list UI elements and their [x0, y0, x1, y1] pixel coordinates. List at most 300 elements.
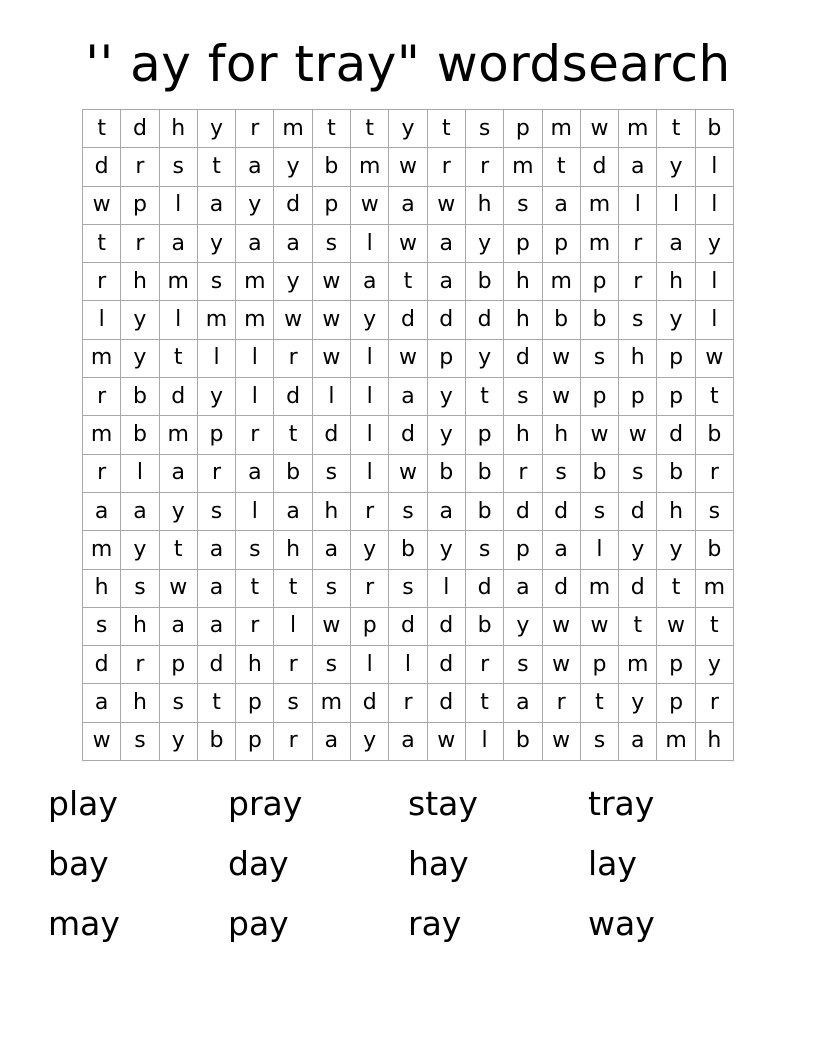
grid-cell: a [160, 225, 198, 263]
grid-cell: m [160, 263, 198, 301]
grid-cell: p [236, 684, 274, 722]
grid-cell: p [581, 263, 619, 301]
grid-cell: l [657, 187, 695, 225]
grid-cell: t [160, 340, 198, 378]
grid-cell: d [83, 148, 121, 186]
grid-cell: t [274, 570, 312, 608]
grid-cell: w [581, 110, 619, 148]
grid-cell: s [236, 531, 274, 569]
grid-cell: w [274, 301, 312, 339]
grid-cell: t [274, 416, 312, 454]
grid-cell: r [619, 225, 657, 263]
grid-cell: l [351, 378, 389, 416]
grid-cell: s [619, 301, 657, 339]
grid-cell: a [236, 225, 274, 263]
grid-cell: a [313, 723, 351, 761]
grid-cell: b [466, 263, 504, 301]
grid-cell: w [619, 416, 657, 454]
grid-cell: d [428, 646, 466, 684]
grid-cell: r [466, 148, 504, 186]
grid-cell: h [466, 187, 504, 225]
grid-cell: w [313, 340, 351, 378]
grid-cell: d [504, 493, 542, 531]
grid-cell: h [543, 416, 581, 454]
grid-cell: b [466, 608, 504, 646]
grid-cell: m [543, 110, 581, 148]
grid-cell: d [428, 684, 466, 722]
grid-cell: h [696, 723, 734, 761]
grid-cell: t [619, 608, 657, 646]
grid-cell: r [236, 608, 274, 646]
grid-cell: b [274, 455, 312, 493]
word-bank-item: hay [408, 844, 469, 883]
grid-cell: r [466, 646, 504, 684]
grid-cell: m [619, 110, 657, 148]
grid-cell: s [466, 531, 504, 569]
grid-cell: a [198, 608, 236, 646]
grid-cell: t [696, 608, 734, 646]
grid-cell: a [428, 263, 466, 301]
grid-cell: m [504, 148, 542, 186]
grid-cell: a [198, 531, 236, 569]
grid-cell: s [121, 723, 159, 761]
grid-cell: r [351, 570, 389, 608]
grid-cell: m [83, 416, 121, 454]
grid-cell: a [313, 531, 351, 569]
grid-cell: y [121, 340, 159, 378]
grid-cell: p [466, 416, 504, 454]
grid-cell: w [581, 608, 619, 646]
grid-cell: s [504, 187, 542, 225]
grid-cell: w [313, 263, 351, 301]
grid-cell: w [83, 723, 121, 761]
grid-cell: p [504, 110, 542, 148]
grid-cell: l [696, 263, 734, 301]
grid-cell: h [121, 263, 159, 301]
grid-cell: m [83, 531, 121, 569]
grid-cell: d [619, 570, 657, 608]
grid-cell: h [619, 340, 657, 378]
grid-cell: b [466, 493, 504, 531]
grid-cell: r [121, 148, 159, 186]
grid-cell: b [657, 455, 695, 493]
grid-cell: w [543, 646, 581, 684]
word-bank [48, 778, 768, 958]
grid-cell: s [619, 455, 657, 493]
grid-cell: r [83, 455, 121, 493]
grid-cell: d [389, 301, 427, 339]
grid-cell: t [351, 110, 389, 148]
grid-cell: l [160, 301, 198, 339]
grid-cell: p [619, 378, 657, 416]
word-bank-item: pray [228, 784, 303, 823]
grid-cell: m [160, 416, 198, 454]
grid-cell: t [198, 684, 236, 722]
grid-cell: t [389, 263, 427, 301]
grid-cell: s [581, 340, 619, 378]
grid-cell: s [466, 110, 504, 148]
grid-cell: y [198, 378, 236, 416]
grid-cell: y [657, 531, 695, 569]
grid-cell: w [696, 340, 734, 378]
grid-cell: a [83, 684, 121, 722]
word-bank-item: lay [588, 844, 637, 883]
grid-cell: t [657, 570, 695, 608]
grid-cell: h [504, 301, 542, 339]
grid-cell: w [313, 608, 351, 646]
grid-cell: d [428, 301, 466, 339]
grid-cell: w [389, 148, 427, 186]
grid-cell: s [274, 684, 312, 722]
grid-cell: w [543, 340, 581, 378]
grid-cell: l [619, 187, 657, 225]
grid-cell: y [198, 225, 236, 263]
grid-cell: h [121, 684, 159, 722]
grid-cell: w [543, 723, 581, 761]
grid-cell: r [696, 455, 734, 493]
grid-cell: y [619, 531, 657, 569]
grid-cell: y [160, 493, 198, 531]
grid-cell: y [236, 187, 274, 225]
grid-cell: b [543, 301, 581, 339]
grid-cell: m [83, 340, 121, 378]
word-bank-item: bay [48, 844, 109, 883]
grid-cell: y [466, 225, 504, 263]
grid-cell: l [236, 378, 274, 416]
grid-cell: l [274, 608, 312, 646]
grid-cell: l [389, 646, 427, 684]
grid-cell: m [657, 723, 695, 761]
grid-cell: b [696, 416, 734, 454]
grid-cell: s [198, 263, 236, 301]
grid-cell: d [428, 608, 466, 646]
grid-cell: d [657, 416, 695, 454]
grid-cell: l [696, 301, 734, 339]
grid-cell: w [428, 187, 466, 225]
grid-cell: m [198, 301, 236, 339]
grid-cell: b [428, 455, 466, 493]
grid-cell: r [543, 684, 581, 722]
grid-cell: a [504, 570, 542, 608]
grid-cell: s [198, 493, 236, 531]
grid-cell: y [619, 684, 657, 722]
grid-cell: s [504, 646, 542, 684]
grid-cell: t [543, 148, 581, 186]
grid-cell: s [160, 684, 198, 722]
grid-cell: y [428, 531, 466, 569]
grid-cell: b [121, 378, 159, 416]
grid-cell: d [83, 646, 121, 684]
grid-cell: l [160, 187, 198, 225]
grid-cell: s [504, 378, 542, 416]
grid-cell: r [274, 646, 312, 684]
grid-cell: r [83, 263, 121, 301]
grid-cell: w [313, 301, 351, 339]
grid-cell: t [198, 148, 236, 186]
grid-cell: h [657, 263, 695, 301]
grid-cell: a [657, 225, 695, 263]
grid-cell: h [121, 608, 159, 646]
grid-cell: d [121, 110, 159, 148]
grid-cell: s [160, 148, 198, 186]
grid-cell: t [83, 110, 121, 148]
grid-cell: w [351, 187, 389, 225]
grid-cell: l [236, 340, 274, 378]
grid-cell: y [428, 378, 466, 416]
grid-cell: r [696, 684, 734, 722]
grid-cell: b [313, 148, 351, 186]
grid-cell: y [121, 531, 159, 569]
grid-cell: w [83, 187, 121, 225]
grid-cell: w [389, 225, 427, 263]
grid-cell: s [543, 455, 581, 493]
grid-cell: h [274, 531, 312, 569]
grid-cell: a [121, 493, 159, 531]
grid-cell: d [504, 340, 542, 378]
grid-cell: t [657, 110, 695, 148]
grid-cell: y [657, 148, 695, 186]
grid-cell: p [160, 646, 198, 684]
grid-cell: p [428, 340, 466, 378]
grid-cell: y [351, 531, 389, 569]
word-bank-item: pay [228, 904, 289, 943]
grid-cell: m [351, 148, 389, 186]
grid-cell: s [581, 723, 619, 761]
grid-cell: s [389, 570, 427, 608]
grid-cell: a [619, 723, 657, 761]
grid-cell: p [657, 378, 695, 416]
grid-cell: a [198, 187, 236, 225]
grid-cell: a [543, 531, 581, 569]
grid-cell: s [313, 455, 351, 493]
grid-cell: r [274, 723, 312, 761]
grid-cell: l [466, 723, 504, 761]
grid-cell: r [428, 148, 466, 186]
grid-cell: b [581, 301, 619, 339]
grid-cell: l [236, 493, 274, 531]
grid-cell: h [504, 416, 542, 454]
grid-cell: b [198, 723, 236, 761]
grid-cell: b [504, 723, 542, 761]
word-bank-item: may [48, 904, 120, 943]
grid-cell: a [389, 723, 427, 761]
grid-cell: t [466, 378, 504, 416]
word-bank-item: way [588, 904, 655, 943]
grid-cell: s [696, 493, 734, 531]
grid-cell: a [428, 225, 466, 263]
grid-cell: b [581, 455, 619, 493]
grid-cell: h [313, 493, 351, 531]
grid-cell: t [313, 110, 351, 148]
word-bank-item: tray [588, 784, 655, 823]
grid-cell: p [657, 646, 695, 684]
grid-cell: w [581, 416, 619, 454]
word-bank-item: ray [408, 904, 462, 943]
grid-cell: d [198, 646, 236, 684]
grid-cell: r [83, 378, 121, 416]
grid-cell: s [389, 493, 427, 531]
grid-cell: r [274, 340, 312, 378]
grid-cell: p [121, 187, 159, 225]
grid-cell: b [696, 110, 734, 148]
grid-cell: d [543, 493, 581, 531]
grid-cell: y [657, 301, 695, 339]
grid-cell: s [313, 225, 351, 263]
grid-cell: t [428, 110, 466, 148]
grid-cell: b [121, 416, 159, 454]
grid-cell: r [121, 225, 159, 263]
grid-cell: y [274, 263, 312, 301]
grid-cell: d [543, 570, 581, 608]
grid-cell: l [428, 570, 466, 608]
grid-cell: y [696, 225, 734, 263]
grid-cell: r [389, 684, 427, 722]
grid-cell: p [313, 187, 351, 225]
grid-cell: p [657, 684, 695, 722]
grid-cell: y [351, 723, 389, 761]
grid-cell: m [313, 684, 351, 722]
grid-cell: p [581, 646, 619, 684]
grid-cell: h [160, 110, 198, 148]
grid-cell: t [696, 378, 734, 416]
grid-cell: d [619, 493, 657, 531]
grid-cell: m [581, 187, 619, 225]
grid-cell: a [543, 187, 581, 225]
grid-cell: a [198, 570, 236, 608]
grid-cell: p [198, 416, 236, 454]
grid-cell: d [466, 301, 504, 339]
grid-cell: l [313, 378, 351, 416]
grid-cell: r [236, 110, 274, 148]
grid-cell: b [466, 455, 504, 493]
grid-cell: l [696, 148, 734, 186]
grid-cell: s [581, 493, 619, 531]
grid-cell: p [236, 723, 274, 761]
grid-cell: l [351, 340, 389, 378]
word-bank-item: play [48, 784, 118, 823]
grid-cell: r [121, 646, 159, 684]
word-bank-item: day [228, 844, 289, 883]
grid-cell: l [83, 301, 121, 339]
grid-cell: s [121, 570, 159, 608]
grid-cell: s [313, 646, 351, 684]
grid-cell: m [543, 263, 581, 301]
grid-cell: l [351, 646, 389, 684]
grid-cell: d [581, 148, 619, 186]
grid-cell: m [274, 110, 312, 148]
grid-cell: h [657, 493, 695, 531]
grid-cell: m [619, 646, 657, 684]
grid-cell: l [351, 225, 389, 263]
grid-cell: a [236, 455, 274, 493]
grid-cell: h [83, 570, 121, 608]
grid-cell: h [236, 646, 274, 684]
grid-cell: l [198, 340, 236, 378]
grid-cell: r [236, 416, 274, 454]
grid-cell: r [198, 455, 236, 493]
grid-cell: w [657, 608, 695, 646]
grid-cell: s [83, 608, 121, 646]
grid-cell: m [236, 301, 274, 339]
grid-cell: a [504, 684, 542, 722]
grid-cell: r [504, 455, 542, 493]
grid-cell: w [389, 455, 427, 493]
grid-cell: a [236, 148, 274, 186]
grid-cell: t [160, 531, 198, 569]
grid-cell: l [696, 187, 734, 225]
grid-cell: w [389, 340, 427, 378]
grid-cell: a [351, 263, 389, 301]
grid-cell: p [581, 378, 619, 416]
grid-cell: d [389, 416, 427, 454]
grid-cell: d [466, 570, 504, 608]
grid-cell: d [274, 378, 312, 416]
grid-cell: a [274, 225, 312, 263]
wordsearch-grid [82, 109, 734, 761]
page-title: '' ay for tray" wordsearch [85, 35, 731, 93]
grid-cell: d [160, 378, 198, 416]
grid-cell: y [389, 110, 427, 148]
grid-cell: d [274, 187, 312, 225]
grid-cell: y [121, 301, 159, 339]
grid-cell: a [428, 493, 466, 531]
grid-cell: y [274, 148, 312, 186]
grid-cell: l [581, 531, 619, 569]
grid-cell: m [696, 570, 734, 608]
grid-cell: a [389, 378, 427, 416]
grid-cell: y [466, 340, 504, 378]
grid-cell: a [389, 187, 427, 225]
grid-cell: d [351, 684, 389, 722]
grid-cell: a [83, 493, 121, 531]
grid-cell: m [236, 263, 274, 301]
grid-cell: s [313, 570, 351, 608]
grid-cell: w [543, 608, 581, 646]
grid-cell: p [657, 340, 695, 378]
grid-cell: y [351, 301, 389, 339]
grid-cell: d [313, 416, 351, 454]
grid-cell: p [543, 225, 581, 263]
grid-cell: h [504, 263, 542, 301]
grid-cell: a [160, 455, 198, 493]
grid-cell: t [236, 570, 274, 608]
grid-cell: l [121, 455, 159, 493]
grid-cell: y [428, 416, 466, 454]
grid-cell: t [83, 225, 121, 263]
grid-cell: y [504, 608, 542, 646]
grid-cell: b [389, 531, 427, 569]
grid-cell: w [428, 723, 466, 761]
grid-cell: y [160, 723, 198, 761]
word-bank-item: stay [408, 784, 478, 823]
grid-cell: r [351, 493, 389, 531]
grid-cell: a [274, 493, 312, 531]
grid-cell: r [619, 263, 657, 301]
grid-cell: y [696, 646, 734, 684]
grid-cell: a [619, 148, 657, 186]
grid-cell: w [543, 378, 581, 416]
grid-cell: t [581, 684, 619, 722]
grid-cell: y [198, 110, 236, 148]
grid-cell: t [466, 684, 504, 722]
grid-cell: a [160, 608, 198, 646]
grid-cell: m [581, 570, 619, 608]
grid-cell: l [351, 416, 389, 454]
grid-cell: p [351, 608, 389, 646]
grid-cell: d [389, 608, 427, 646]
grid-cell: b [696, 531, 734, 569]
grid-cell: p [504, 225, 542, 263]
